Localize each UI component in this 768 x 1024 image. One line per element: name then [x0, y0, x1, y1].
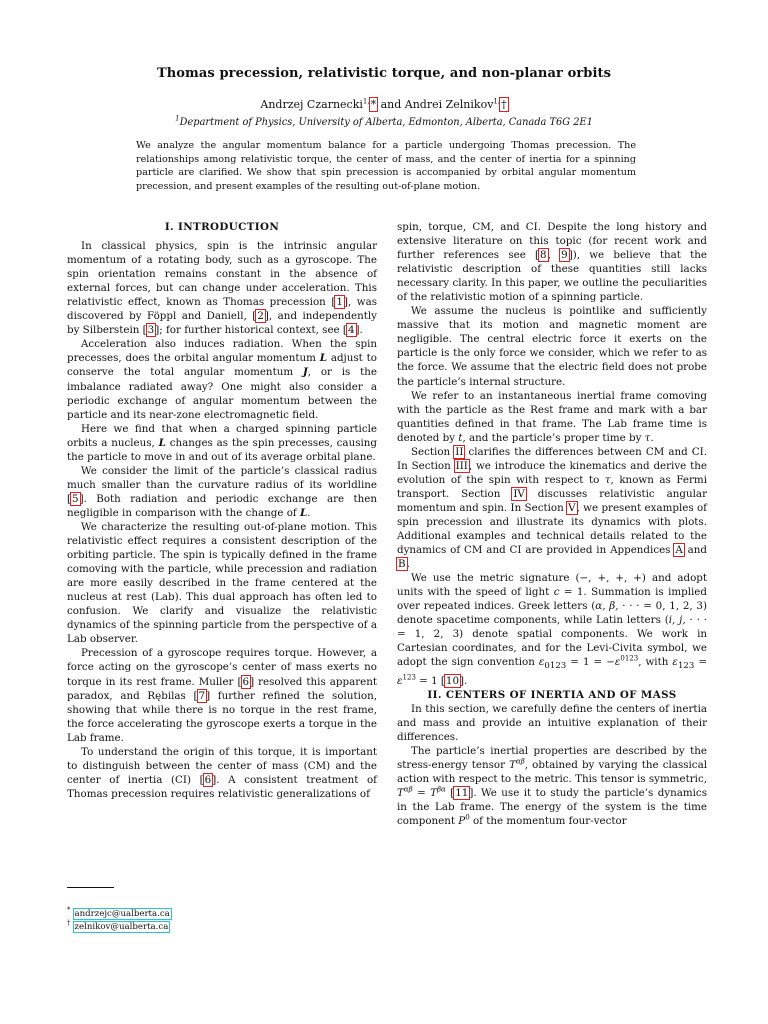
citation-link[interactable]: 6: [242, 675, 250, 688]
citation-link[interactable]: 3: [147, 324, 155, 337]
author-affiliation-sup: 1,: [493, 97, 501, 106]
section-link[interactable]: II: [455, 445, 464, 458]
appendix-link[interactable]: A: [675, 544, 683, 557]
paragraph: In this section, we carefully define the centers of inertia and mass and provide an intuitive explanation of their differences.: [397, 702, 707, 743]
section-heading: I. INTRODUCTION: [164, 221, 280, 233]
citation-link[interactable]: 5: [72, 492, 79, 505]
paragraph: We use the metric signature (−, +, +, +) and adopt units with the speed of light c = 1. Summation is implied over repeated indices. Greek letters (α, β, · · · = 0, 1, 2, 3) denote spacetime components, while Latin letters (i, j, · · · = 1, 2, 3) denote spatial components. We work in Cartesian coordinates, and for the Levi-Civita symbol, we adopt the sign convention $\varepsilon_{0123} = 1 = -\varepsilon^{0123}$, with $\varepsilon_{123} = \varepsilon^{123} = 1$ [10].: [397, 572, 707, 687]
section-link[interactable]: III: [455, 459, 468, 472]
author-connector: and: [377, 98, 405, 111]
paragraph: spin, torque, CM, and CI. Despite the long history and extensive literature on this topic (for recent work and further references see [8, 9]), we believe that the relativistic description of these quantities still lacks necessary clarity. In this paper, we outline the peculiarities of the relativistic motion of a spinning particle.: [397, 221, 708, 304]
email-link[interactable]: zelnikov@ualberta.ca: [74, 922, 169, 932]
author-name: Andrzej Czarnecki: [260, 98, 363, 111]
appendix-link[interactable]: B: [398, 558, 406, 571]
citation-link[interactable]: 8: [540, 249, 547, 262]
citation-link[interactable]: 7: [198, 689, 206, 702]
abstract: We analyze the angular momentum balance for a particle undergoing Thomas precession. The relationships among relativistic torque, the center of mass, and the center of inertia for a spinning particle are clarified. We show that spin precession is accompanied by orbital angular momentum precession, and present examples of the resulting out-of-plane motion.: [136, 140, 636, 192]
footnote-mark: *: [67, 906, 71, 915]
citation-link[interactable]: 2: [257, 310, 264, 323]
footnote-link[interactable]: *: [370, 98, 377, 111]
citation-link[interactable]: 9: [561, 249, 568, 262]
footnotes: [67, 908, 171, 934]
paragraph: In classical physics, spin is the intrinsic angular momentum of a rotating body, such as a gyroscope. The spin orientation remains constant in the absence of external forces, but can change under acceleration. This relativistic effect, known as Thomas precession [1], was discovered by Föppl and Daniell, [2], and independently by Silberstein [3]; for further historical context, see [4].: [67, 240, 377, 337]
paragraph: Here we find that when a charged spinning particle orbits a nucleus, L changes as the spin precesses, causing the particle to move in and out of its average orbital plane.: [67, 422, 378, 463]
paragraph: Acceleration also induces radiation. When the spin precesses, does the orbital angular momentum L adjust to conserve the total angular momentum J, or is the imbalance radiated away? One might also consider a periodic exchange of angular momentum between the particle and its near-zone electromagnetic field.: [67, 338, 378, 421]
footnote-item: [67, 908, 171, 921]
citation-link[interactable]: 10: [445, 674, 460, 687]
section-link[interactable]: V: [568, 501, 576, 514]
right-column: [397, 220, 707, 828]
paragraph: Section II clarifies the differences between CM and CI. In Section III, we introduce the kinematics and derive the evolution of the spin with respect to τ, known as Fermi transport. Section IV discusses relativistic angular momentum and spin. In Section V, we present examples of spin precession and illustrate its dynamics with plots. Additional examples and technical details related to the dynamics of CM and CI are provided in Appendices A and B.: [397, 445, 708, 571]
paragraph: We consider the limit of the particle’s classical radius much smaller than the curvature radius of its worldline [5]. Both radiation and periodic exchange are then negligible in comparison with the change of L.: [67, 464, 377, 519]
section-heading: II. CENTERS OF INERTIA AND OF MASS: [427, 688, 677, 701]
paragraph: We assume the nucleus is pointlike and sufficiently massive that its motion and magnetic moment are negligible. The central electric force it exerts on the particle is the only force we consider, which we refer to as the force. We assume that the electric field does not probe the particle’s internal structure.: [397, 305, 707, 388]
paragraph: Precession of a gyroscope requires torque. However, a force acting on the gyroscope’s center of mass exerts no torque in its rest frame. Muller [6] resolved this apparent paradox, and Rębilas [7] further refined the solution, showing that while there is no torque in the rest frame, the force accelerating the gyroscope exerts a torque in the Lab frame.: [67, 647, 377, 744]
paragraph: We characterize the resulting out-of-plane motion. This relativistic effect requires a consistent description of the orbiting particle. The spin is typically defined in the frame comoving with the particle, while precession and radiation are more easily described in the frame centered at the nucleus at rest (Lab). This dual approach has often led to confusion. We clarify and visualize the relativistic dynamics of the spinning particle from the perspective of a Lab observer.: [67, 520, 377, 646]
affiliation-text: Department of Physics, University of Alberta, Edmonton, Alberta, Canada T6G 2E1: [179, 117, 593, 128]
left-column: [67, 220, 377, 801]
affiliation-sup: 1: [175, 114, 180, 123]
section-link[interactable]: IV: [513, 487, 525, 500]
footnote-item: [67, 921, 171, 934]
author-name: Andrei Zelnikov: [404, 98, 494, 111]
email-link[interactable]: andrzejc@ualberta.ca: [74, 909, 170, 919]
footnote-link[interactable]: †: [501, 98, 507, 111]
paragraph: The particle’s inertial properties are described by the stress-energy tensor $T^{\alpha\beta}$, obtained by varying the classical action with respect to the metric. This tensor is symmetric, $T^{\alpha\beta} = T^{\beta\alpha}$ [11]. We use it to study the particle’s dynamics in the Lab frame. The energy of the system is the time component $P^0$ of the momentum four-vector: [397, 744, 708, 828]
footnote-rule: [67, 887, 114, 888]
footnote-mark: †: [67, 919, 71, 928]
paragraph: We refer to an instantaneous inertial frame comoving with the particle as the Rest frame and mark with a bar quantities defined in that frame. The Lab frame time is denoted by t, and the particle’s proper time by τ.: [397, 389, 707, 444]
citation-link[interactable]: 1: [336, 296, 343, 309]
citation-link[interactable]: 11: [455, 786, 469, 799]
paragraph: To understand the origin of this torque, it is important to distinguish between the center of mass (CM) and the center of inertia (CI) [6]. A consistent treatment of Thomas precession requires relativistic generalizations of: [67, 745, 377, 800]
citation-link[interactable]: 6: [204, 773, 212, 786]
paper-title: Thomas precession, relativistic torque, and non-planar orbits: [156, 66, 612, 81]
author-list: [0, 98, 768, 111]
author-affiliation-sup: 1,: [362, 97, 370, 106]
citation-link[interactable]: 4: [347, 324, 355, 337]
affiliation: [0, 114, 768, 128]
